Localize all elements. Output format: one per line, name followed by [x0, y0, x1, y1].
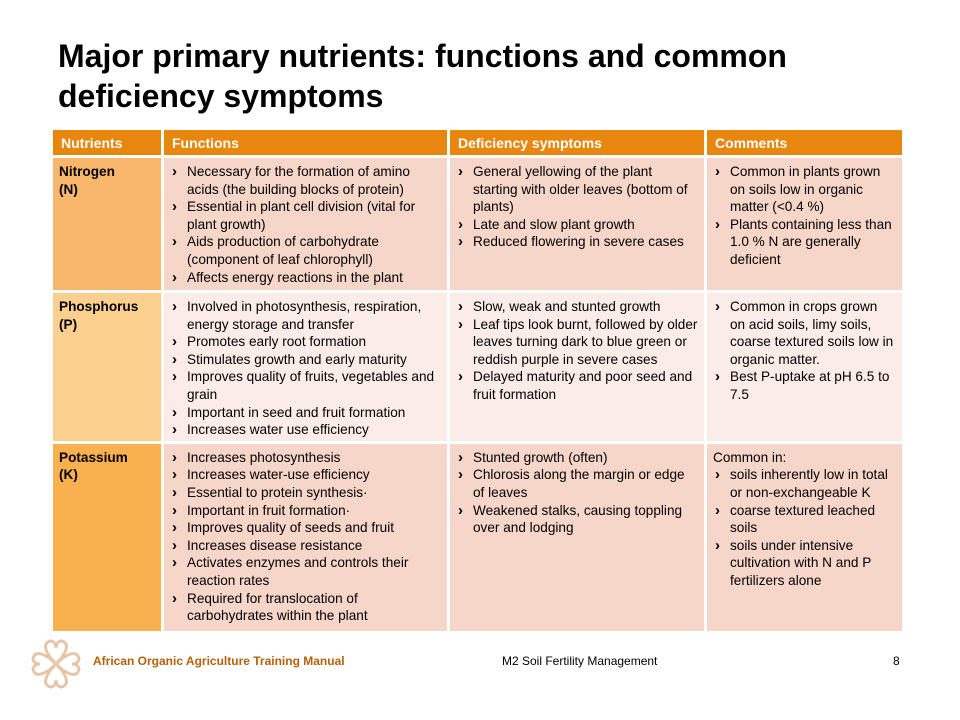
footer-manual-title: African Organic Agriculture Training Manual [93, 654, 345, 668]
nutrients-table [50, 127, 905, 634]
page-title: Major primary nutrients: functions and common deficiency symptoms [58, 38, 787, 114]
comment-item: › Plants containing less than 1.0 % N are generally deficient [713, 216, 896, 269]
comments-intro: Common in: [713, 449, 787, 465]
deficiency-cell-list [456, 298, 698, 404]
function-item: › Promotes early root formation [170, 333, 441, 351]
nutrient-symbol: (P) [59, 316, 78, 332]
deficiency-cell [449, 157, 706, 292]
deficiency-item: › Weakened stalks, causing toppling over and lodging [456, 502, 698, 537]
nutrient-name: Phosphorus [59, 299, 139, 314]
header-functions: Functions [163, 129, 449, 157]
functions-cell [163, 292, 449, 443]
table-row [52, 157, 904, 292]
functions-cell [163, 157, 449, 292]
function-item: › Important in seed and fruit formation [170, 404, 441, 422]
function-item: › Affects energy reactions in the plant [170, 269, 441, 287]
comment-item: › Best P-uptake at pH 6.5 to 7.5 [713, 368, 896, 403]
footer-module-title: M2 Soil Fertility Management [502, 654, 658, 668]
function-item: › Increases water use efficiency [170, 421, 441, 439]
comment-item: › Common in crops grown on acid soils, limy soils, coarse textured soils low in organic matter. [713, 298, 896, 368]
deficiency-item: › Reduced flowering in severe cases [456, 233, 698, 251]
function-item: › Involved in photosynthesis, respiration, energy storage and transfer [170, 298, 441, 333]
nutrient-name-cell [52, 157, 163, 292]
deficiency-item: › Slow, weak and stunted growth [456, 298, 698, 316]
function-item: › Essential to protein synthesis· [170, 484, 441, 502]
comment-item: › soils under intensive cultivation with N and P fertilizers alone [713, 537, 896, 590]
comment-item: › coarse textured leached soils [713, 502, 896, 537]
functions-cell-list [170, 449, 441, 625]
function-item: › Improves quality of fruits, vegetables and grain [170, 368, 441, 403]
deficiency-cell-list [456, 449, 698, 537]
function-item: › Increases water-use efficiency [170, 466, 441, 484]
header-deficiency-symptoms: Deficiency symptoms [449, 129, 706, 157]
nutrient-name-cell [52, 442, 163, 632]
function-item: › Aids production of carbohydrate (component of leaf chlorophyll) [170, 233, 441, 268]
nutrient-symbol: (K) [59, 467, 78, 483]
functions-cell-list [170, 298, 441, 439]
comment-item: › soils inherently low in total or non-exchangeable K [713, 466, 896, 501]
functions-cell-list [170, 163, 441, 286]
comment-item: › Common in plants grown on soils low in organic matter (<0.4 %) [713, 163, 896, 216]
function-item: › Required for translocation of carbohydrates within the plant [170, 590, 441, 625]
nutrient-name: Potassium [59, 449, 128, 465]
footer-page-number: 8 [893, 654, 900, 668]
function-item: › Important in fruit formation· [170, 502, 441, 520]
deficiency-item: › Leaf tips look burnt, followed by older leaves turning dark to blue green or reddish purple in severe cases [456, 316, 698, 369]
nutrient-symbol: (N) [59, 181, 78, 197]
deficiency-cell-list [456, 163, 698, 251]
deficiency-item: › General yellowing of the plant starting with older leaves (bottom of plants) [456, 163, 698, 216]
function-item: › Increases disease resistance [170, 537, 441, 555]
function-item: › Activates enzymes and controls their reaction rates [170, 554, 441, 589]
header-nutrients: Nutrients [52, 129, 163, 157]
deficiency-item: › Chlorosis along the margin or edge of leaves [456, 466, 698, 501]
header-comments: Comments [706, 129, 904, 157]
nutrient-name: Nitrogen [59, 164, 115, 179]
function-item: › Stimulates growth and early maturity [170, 351, 441, 369]
comments-cell [706, 442, 904, 632]
functions-cell [163, 442, 449, 632]
comments-cell-list [713, 466, 896, 589]
comments-cell-list [713, 298, 896, 404]
function-item: › Essential in plant cell division (vital for plant growth) [170, 198, 441, 233]
function-item: › Necessary for the formation of amino acids (the building blocks of protein) [170, 163, 441, 198]
table-row [52, 292, 904, 443]
nutrient-name-cell [52, 292, 163, 443]
deficiency-cell [449, 442, 706, 632]
deficiency-item: › Stunted growth (often) [456, 449, 698, 467]
comments-cell [706, 157, 904, 292]
table-header-row [52, 129, 904, 157]
function-item: › Increases photosynthesis [170, 449, 441, 467]
deficiency-cell [449, 292, 706, 443]
function-item: › Improves quality of seeds and fruit [170, 519, 441, 537]
deficiency-item: › Delayed maturity and poor seed and fruit formation [456, 368, 698, 403]
deficiency-item: › Late and slow plant growth [456, 216, 698, 234]
heart-flower-logo-icon [26, 634, 86, 694]
table-row [52, 442, 904, 632]
comments-cell [706, 292, 904, 443]
comments-cell-list [713, 163, 896, 269]
